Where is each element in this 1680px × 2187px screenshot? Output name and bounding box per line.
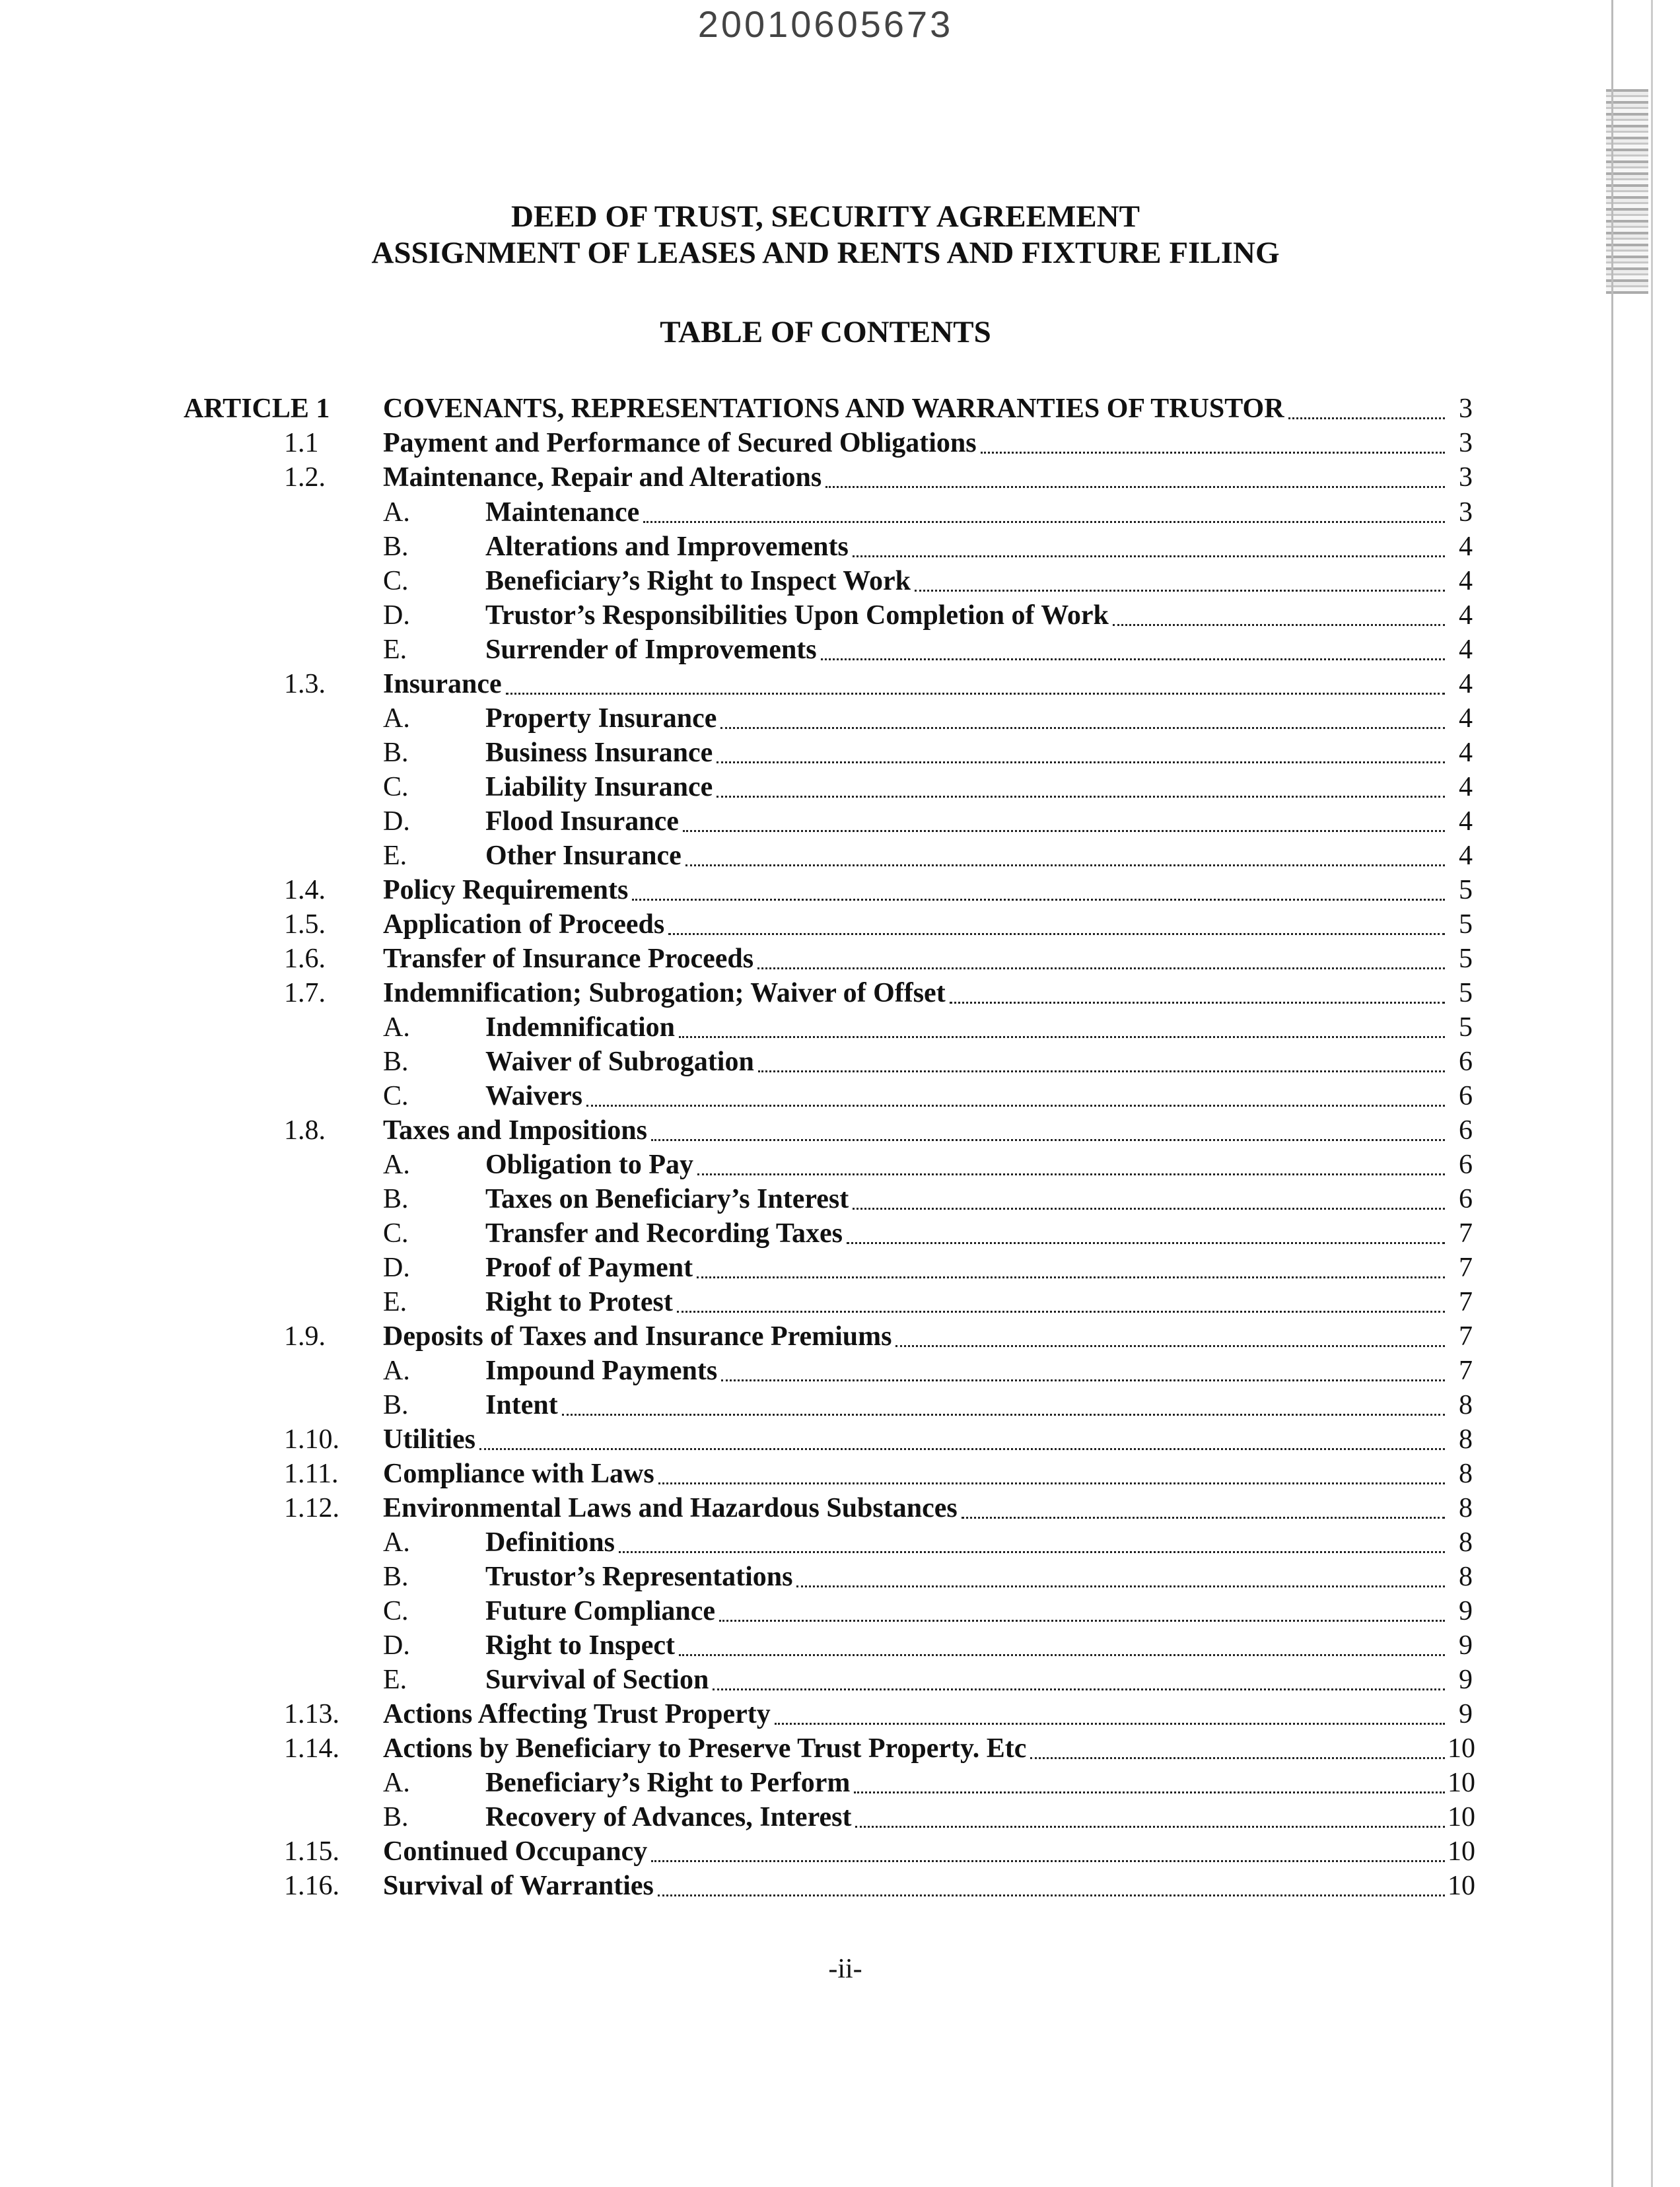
- toc-entry-title: Intent: [485, 1390, 558, 1420]
- toc-dot-leader: [796, 1585, 1445, 1587]
- toc-entry-page: 3: [1459, 428, 1473, 458]
- toc-entry-page: 10: [1448, 1802, 1475, 1832]
- toc-dot-leader: [683, 830, 1445, 832]
- toc-entry-title: Definitions: [485, 1527, 615, 1558]
- toc-entry-title: COVENANTS, REPRESENTATIONS AND WARRANTIES OF TRUSTOR: [383, 394, 1284, 424]
- toc-entry-title: Obligation to Pay: [485, 1150, 694, 1180]
- toc-entry-number: B.: [383, 1184, 409, 1214]
- toc-entry-number: 1.9.: [284, 1321, 326, 1352]
- toc-entry-title: Transfer and Recording Taxes: [485, 1218, 843, 1249]
- toc-entry-page: 4: [1459, 635, 1473, 665]
- toc-entry-number: 1.8.: [284, 1115, 326, 1146]
- toc-entry-number: A.: [383, 1012, 410, 1043]
- toc-entry-title: Recovery of Advances, Interest: [485, 1802, 852, 1832]
- toc-entry-number: 1.10.: [284, 1424, 339, 1455]
- toc-heading: TABLE OF CONTENTS: [660, 315, 991, 349]
- toc-entry-number: 1.11.: [284, 1459, 339, 1489]
- toc-dot-leader: [825, 486, 1445, 488]
- toc-entry-page: 8: [1459, 1493, 1473, 1523]
- toc-entry-page: 3: [1459, 394, 1473, 424]
- toc-entry-number: 1.14.: [284, 1733, 339, 1764]
- toc-entry-number: D.: [383, 600, 410, 631]
- toc-entry-number: E.: [383, 1665, 407, 1695]
- toc-dot-leader: [854, 1791, 1445, 1793]
- toc-entry-title: Flood Insurance: [485, 806, 679, 837]
- toc-entry-page: 3: [1459, 462, 1473, 493]
- toc-dot-leader: [668, 933, 1445, 935]
- toc-dot-leader: [1030, 1757, 1445, 1759]
- toc-entry-number: B.: [383, 738, 409, 768]
- toc-entry-title: Future Compliance: [485, 1596, 716, 1626]
- toc-entry-number: B.: [383, 532, 409, 562]
- toc-dot-leader: [679, 1654, 1445, 1656]
- toc-dot-leader: [717, 761, 1445, 763]
- toc-entry-page: 7: [1459, 1218, 1473, 1249]
- toc-entry-title: Impound Payments: [485, 1356, 718, 1386]
- toc-entry-number: 1.2.: [284, 462, 326, 493]
- toc-entry-number: C.: [383, 566, 409, 596]
- toc-entry-title: Beneficiary’s Right to Perform: [485, 1768, 851, 1798]
- toc-entry-page: 4: [1459, 532, 1473, 562]
- toc-entry-number: 1.16.: [284, 1871, 339, 1901]
- toc-entry-title: Maintenance, Repair and Alterations: [383, 462, 822, 493]
- toc-entry-number: A.: [383, 1527, 410, 1558]
- toc-entry-title: Payment and Performance of Secured Obligations: [383, 428, 977, 458]
- toc-entry-title: Trustor’s Responsibilities Upon Completion of Work: [485, 600, 1109, 631]
- toc-entry-page: 8: [1459, 1562, 1473, 1592]
- toc-entry-title: Business Insurance: [485, 738, 713, 768]
- toc-entry-title: Insurance: [383, 669, 502, 699]
- toc-dot-leader: [1113, 624, 1445, 626]
- toc-dot-leader: [775, 1723, 1445, 1725]
- toc-entry-number: A.: [383, 1150, 410, 1180]
- toc-dot-leader: [586, 1105, 1445, 1107]
- toc-entry-page: 4: [1459, 738, 1473, 768]
- toc-dot-leader: [479, 1448, 1445, 1450]
- toc-entry-page: 7: [1459, 1321, 1473, 1352]
- toc-entry-number: E.: [383, 635, 407, 665]
- toc-dot-leader: [677, 1311, 1445, 1313]
- toc-entry-title: Actions by Beneficiary to Preserve Trust Property. Etc: [383, 1733, 1027, 1764]
- toc-entry-page: 6: [1459, 1184, 1473, 1214]
- toc-entry-page: 5: [1459, 875, 1473, 905]
- toc-dot-leader: [758, 1070, 1445, 1072]
- scan-edge-line: [1611, 0, 1613, 2187]
- toc-dot-leader: [651, 1139, 1445, 1141]
- toc-entry-number: C.: [383, 1596, 409, 1626]
- toc-entry-title: Waivers: [485, 1081, 582, 1111]
- toc-entry-number: ARTICLE 1: [184, 394, 330, 424]
- toc-entry-page: 10: [1448, 1836, 1475, 1867]
- toc-entry-page: 4: [1459, 669, 1473, 699]
- toc-entry-page: 10: [1448, 1768, 1475, 1798]
- toc-dot-leader: [632, 899, 1445, 901]
- toc-entry-title: Beneficiary’s Right to Inspect Work: [485, 566, 911, 596]
- toc-entry-number: E.: [383, 1287, 407, 1317]
- toc-dot-leader: [855, 1826, 1445, 1828]
- toc-entry-number: C.: [383, 1081, 409, 1111]
- toc-entry-page: 6: [1459, 1150, 1473, 1180]
- toc-entry-number: D.: [383, 1630, 410, 1661]
- toc-dot-leader: [1288, 417, 1445, 419]
- toc-entry-page: 5: [1459, 944, 1473, 974]
- toc-dot-leader: [719, 1620, 1445, 1622]
- toc-entry-page: 6: [1459, 1081, 1473, 1111]
- toc-dot-leader: [915, 590, 1445, 592]
- toc-entry-title: Survival of Section: [485, 1665, 709, 1695]
- toc-entry-page: 6: [1459, 1047, 1473, 1077]
- toc-dot-leader: [562, 1414, 1445, 1416]
- toc-dot-leader: [506, 693, 1445, 695]
- toc-entry-title: Other Insurance: [485, 841, 682, 871]
- toc-entry-number: B.: [383, 1047, 409, 1077]
- toc-entry-number: B.: [383, 1390, 409, 1420]
- toc-dot-leader: [697, 1276, 1445, 1278]
- toc-dot-leader: [821, 658, 1445, 660]
- toc-entry-number: A.: [383, 1356, 410, 1386]
- toc-entry-title: Actions Affecting Trust Property: [383, 1699, 771, 1729]
- toc-entry-title: Environmental Laws and Hazardous Substances: [383, 1493, 958, 1523]
- toc-entry-title: Waiver of Subrogation: [485, 1047, 754, 1077]
- toc-entry-page: 4: [1459, 772, 1473, 802]
- toc-entry-page: 6: [1459, 1115, 1473, 1146]
- toc-entry-number: D.: [383, 1253, 410, 1283]
- toc-entry-title: Property Insurance: [485, 703, 717, 734]
- toc-entry-page: 4: [1459, 841, 1473, 871]
- toc-dot-leader: [651, 1860, 1445, 1862]
- toc-entry-title: Taxes and Impositions: [383, 1115, 647, 1146]
- toc-entry-page: 4: [1459, 806, 1473, 837]
- toc-entry-title: Survival of Warranties: [383, 1871, 654, 1901]
- toc-dot-leader: [721, 1379, 1445, 1381]
- toc-dot-leader: [717, 796, 1445, 798]
- toc-entry-number: B.: [383, 1802, 409, 1832]
- toc-dot-leader: [697, 1173, 1445, 1175]
- toc-entry-page: 8: [1459, 1390, 1473, 1420]
- toc-entry-title: Taxes on Beneficiary’s Interest: [485, 1184, 849, 1214]
- toc-entry-page: 4: [1459, 566, 1473, 596]
- toc-entry-page: 7: [1459, 1253, 1473, 1283]
- toc-entry-number: A.: [383, 497, 410, 528]
- toc-entry-title: Continued Occupancy: [383, 1836, 648, 1867]
- toc-dot-leader: [643, 521, 1445, 523]
- toc-entry-title: Deposits of Taxes and Insurance Premiums: [383, 1321, 892, 1352]
- toc-entry-page: 4: [1459, 600, 1473, 631]
- toc-dot-leader: [962, 1517, 1445, 1519]
- toc-entry-number: 1.13.: [284, 1699, 339, 1729]
- toc-entry-page: 8: [1459, 1459, 1473, 1489]
- toc-entry-number: 1.4.: [284, 875, 326, 905]
- toc-entry-number: 1.12.: [284, 1493, 339, 1523]
- toc-entry-page: 7: [1459, 1356, 1473, 1386]
- toc-entry-title: Surrender of Improvements: [485, 635, 817, 665]
- toc-entry-page: 5: [1459, 909, 1473, 940]
- toc-entry-number: 1.7.: [284, 978, 326, 1008]
- toc-entry-title: Indemnification; Subrogation; Waiver of Offset: [383, 978, 946, 1008]
- toc-dot-leader: [720, 727, 1445, 729]
- toc-dot-leader: [679, 1036, 1445, 1038]
- toc-dot-leader: [658, 1482, 1445, 1484]
- toc-entry-page: 7: [1459, 1287, 1473, 1317]
- toc-entry-title: Utilities: [383, 1424, 475, 1455]
- toc-entry-number: D.: [383, 806, 410, 837]
- toc-dot-leader: [981, 452, 1445, 454]
- scan-id: 20010605673: [697, 3, 954, 45]
- toc-entry-number: 1.1: [284, 428, 319, 458]
- toc-entry-number: E.: [383, 841, 407, 871]
- toc-dot-leader: [895, 1345, 1445, 1347]
- toc-dot-leader: [685, 864, 1445, 866]
- toc-entry-number: 1.5.: [284, 909, 326, 940]
- toc-dot-leader: [853, 555, 1445, 557]
- document-title-line-2: ASSIGNMENT OF LEASES AND RENTS AND FIXTURE FILING: [371, 236, 1280, 270]
- toc-entry-title: Policy Requirements: [383, 875, 629, 905]
- toc-entry-number: A.: [383, 703, 410, 734]
- scan-edge-line: [1651, 0, 1653, 2187]
- toc-entry-title: Right to Protest: [485, 1287, 673, 1317]
- toc-entry-title: Compliance with Laws: [383, 1459, 654, 1489]
- toc-entry-title: Alterations and Improvements: [485, 532, 849, 562]
- toc-entry-number: B.: [383, 1562, 409, 1592]
- toc-entry-title: Right to Inspect: [485, 1630, 676, 1661]
- toc-entry-number: C.: [383, 1218, 409, 1249]
- document-title-line-1: DEED OF TRUST, SECURITY AGREEMENT: [511, 199, 1140, 234]
- toc-dot-leader: [950, 1002, 1445, 1004]
- toc-entry-title: Application of Proceeds: [383, 909, 665, 940]
- toc-entry-page: 9: [1459, 1596, 1473, 1626]
- toc-entry-page: 9: [1459, 1665, 1473, 1695]
- toc-entry-number: 1.15.: [284, 1836, 339, 1867]
- toc-entry-page: 9: [1459, 1630, 1473, 1661]
- toc-entry-title: Transfer of Insurance Proceeds: [383, 944, 754, 974]
- toc-entry-page: 4: [1459, 703, 1473, 734]
- toc-entry-page: 8: [1459, 1527, 1473, 1558]
- toc-dot-leader: [658, 1894, 1445, 1896]
- toc-entry-title: Proof of Payment: [485, 1253, 693, 1283]
- toc-entry-title: Indemnification: [485, 1012, 676, 1043]
- toc-entry-page: 5: [1459, 1012, 1473, 1043]
- toc-entry-number: C.: [383, 772, 409, 802]
- toc-dot-leader: [847, 1242, 1445, 1244]
- toc-entry-title: Trustor’s Representations: [485, 1562, 793, 1592]
- toc-entry-page: 9: [1459, 1699, 1473, 1729]
- page-number-footer: -ii-: [828, 1954, 862, 1984]
- toc-dot-leader: [757, 967, 1445, 969]
- toc-entry-page: 10: [1448, 1871, 1475, 1901]
- toc-dot-leader: [713, 1688, 1445, 1690]
- toc-entry-number: 1.3.: [284, 669, 326, 699]
- toc-entry-page: 5: [1459, 978, 1473, 1008]
- toc-entry-title: Maintenance: [485, 497, 640, 528]
- toc-dot-leader: [853, 1208, 1445, 1210]
- toc-entry-title: Liability Insurance: [485, 772, 713, 802]
- toc-entry-page: 10: [1448, 1733, 1475, 1764]
- toc-dot-leader: [619, 1551, 1445, 1553]
- toc-entry-page: 3: [1459, 497, 1473, 528]
- toc-entry-number: A.: [383, 1768, 410, 1798]
- toc-entry-page: 8: [1459, 1424, 1473, 1455]
- toc-entry-number: 1.6.: [284, 944, 326, 974]
